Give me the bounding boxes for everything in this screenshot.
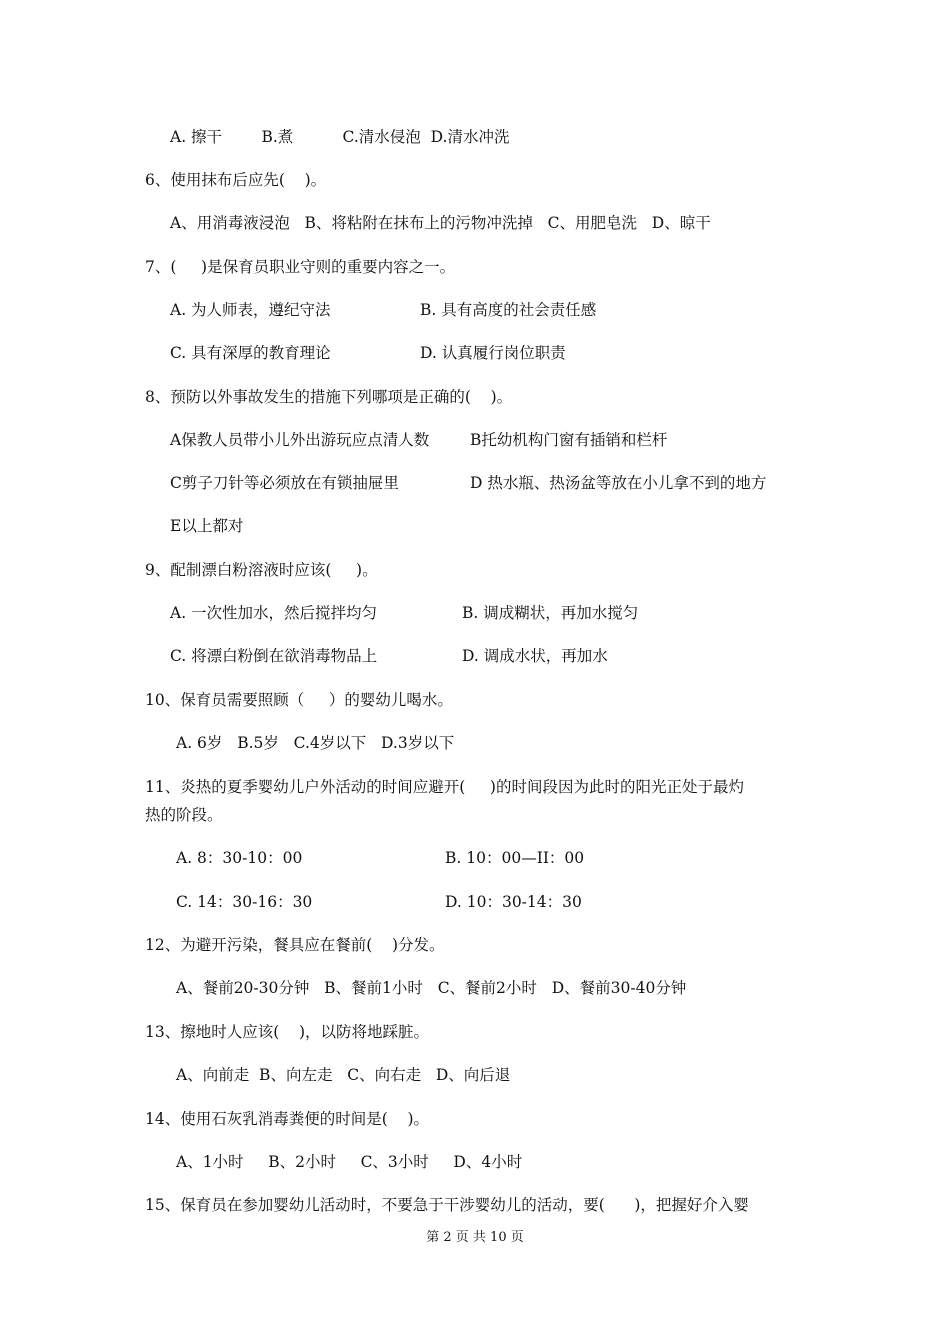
q9-option-c: C. 将漂白粉倒在欲消毒物品上	[170, 647, 378, 665]
q11-stem: 11、炎热的夏季婴幼儿户外活动的时间应避开( )的时间段因为此时的阳光正处于最灼	[145, 778, 744, 796]
q9-option-b: B. 调成糊状，再加水搅匀	[462, 604, 639, 622]
q8-option-c: C剪子刀针等必须放在有锁抽屉里	[170, 474, 399, 492]
q10-stem: 10、保育员需要照顾（ ）的婴幼儿喝水。	[145, 691, 453, 709]
q9-stem: 9、配制漂白粉溶液时应该( )。	[145, 561, 378, 579]
q11-option-c: C. 14：30-16：30	[176, 893, 313, 911]
q12-options: A、餐前20-30分钟 B、餐前1小时 C、餐前2小时 D、餐前30-40分钟	[176, 979, 687, 997]
q14-options: A、1小时 B、2小时 C、3小时 D、4小时	[176, 1153, 523, 1171]
q11-option-d: D. 10：30-14：30	[445, 893, 582, 911]
q6-stem: 6、使用抹布后应先( )。	[145, 171, 327, 189]
q15-stem: 15、保育员在参加婴幼儿活动时，不要急于干涉婴幼儿的活动，要( )，把握好介入婴	[145, 1196, 749, 1214]
q8-option-d: D 热水瓶、热汤盆等放在小儿拿不到的地方	[470, 474, 767, 492]
q9-option-a: A. 一次性加水，然后搅拌均匀	[170, 604, 378, 622]
q6-options: A、用消毒液浸泡 B、将粘附在抹布上的污物冲洗掉 C、用肥皂洗 D、晾干	[170, 214, 711, 232]
q12-stem: 12、为避开污染，餐具应在餐前( )分发。	[145, 936, 445, 954]
q8-option-e: E以上都对	[170, 517, 244, 535]
q13-options: A、向前走 B、向左走 C、向右走 D、向后退	[176, 1066, 511, 1084]
q5-options: A. 擦干 B.煮 C.清水侵泡 D.清水冲洗	[170, 128, 510, 146]
q11-stem-continued: 热的阶段。	[145, 806, 223, 824]
q7-option-d: D. 认真履行岗位职责	[420, 344, 566, 362]
q7-stem: 7、( )是保育员职业守则的重要内容之一。	[145, 258, 456, 276]
q13-stem: 13、擦地时人应该( )，以防将地踩脏。	[145, 1023, 430, 1041]
q9-option-d: D. 调成水状，再加水	[462, 647, 608, 665]
q8-stem: 8、预防以外事故发生的措施下列哪项是正确的( )。	[145, 388, 513, 406]
q8-option-a: A保教人员带小儿外出游玩应点清人数	[170, 431, 430, 449]
q10-options: A. 6岁 B.5岁 C.4岁以下 D.3岁以下	[176, 734, 455, 752]
q14-stem: 14、使用石灰乳消毒粪便的时间是( )。	[145, 1110, 430, 1128]
q8-option-b: B托幼机构门窗有插销和栏杆	[470, 431, 668, 449]
page-footer: 第 2 页 共 10 页	[426, 1230, 524, 1245]
q7-option-c: C. 具有深厚的教育理论	[170, 344, 331, 362]
q11-option-b: B. 10：00—II：00	[445, 849, 585, 867]
q11-option-a: A. 8：30-10：00	[176, 849, 303, 867]
q7-option-b: B. 具有高度的社会责任感	[420, 301, 597, 319]
q7-option-a: A. 为人师表，遵纪守法	[170, 301, 331, 319]
